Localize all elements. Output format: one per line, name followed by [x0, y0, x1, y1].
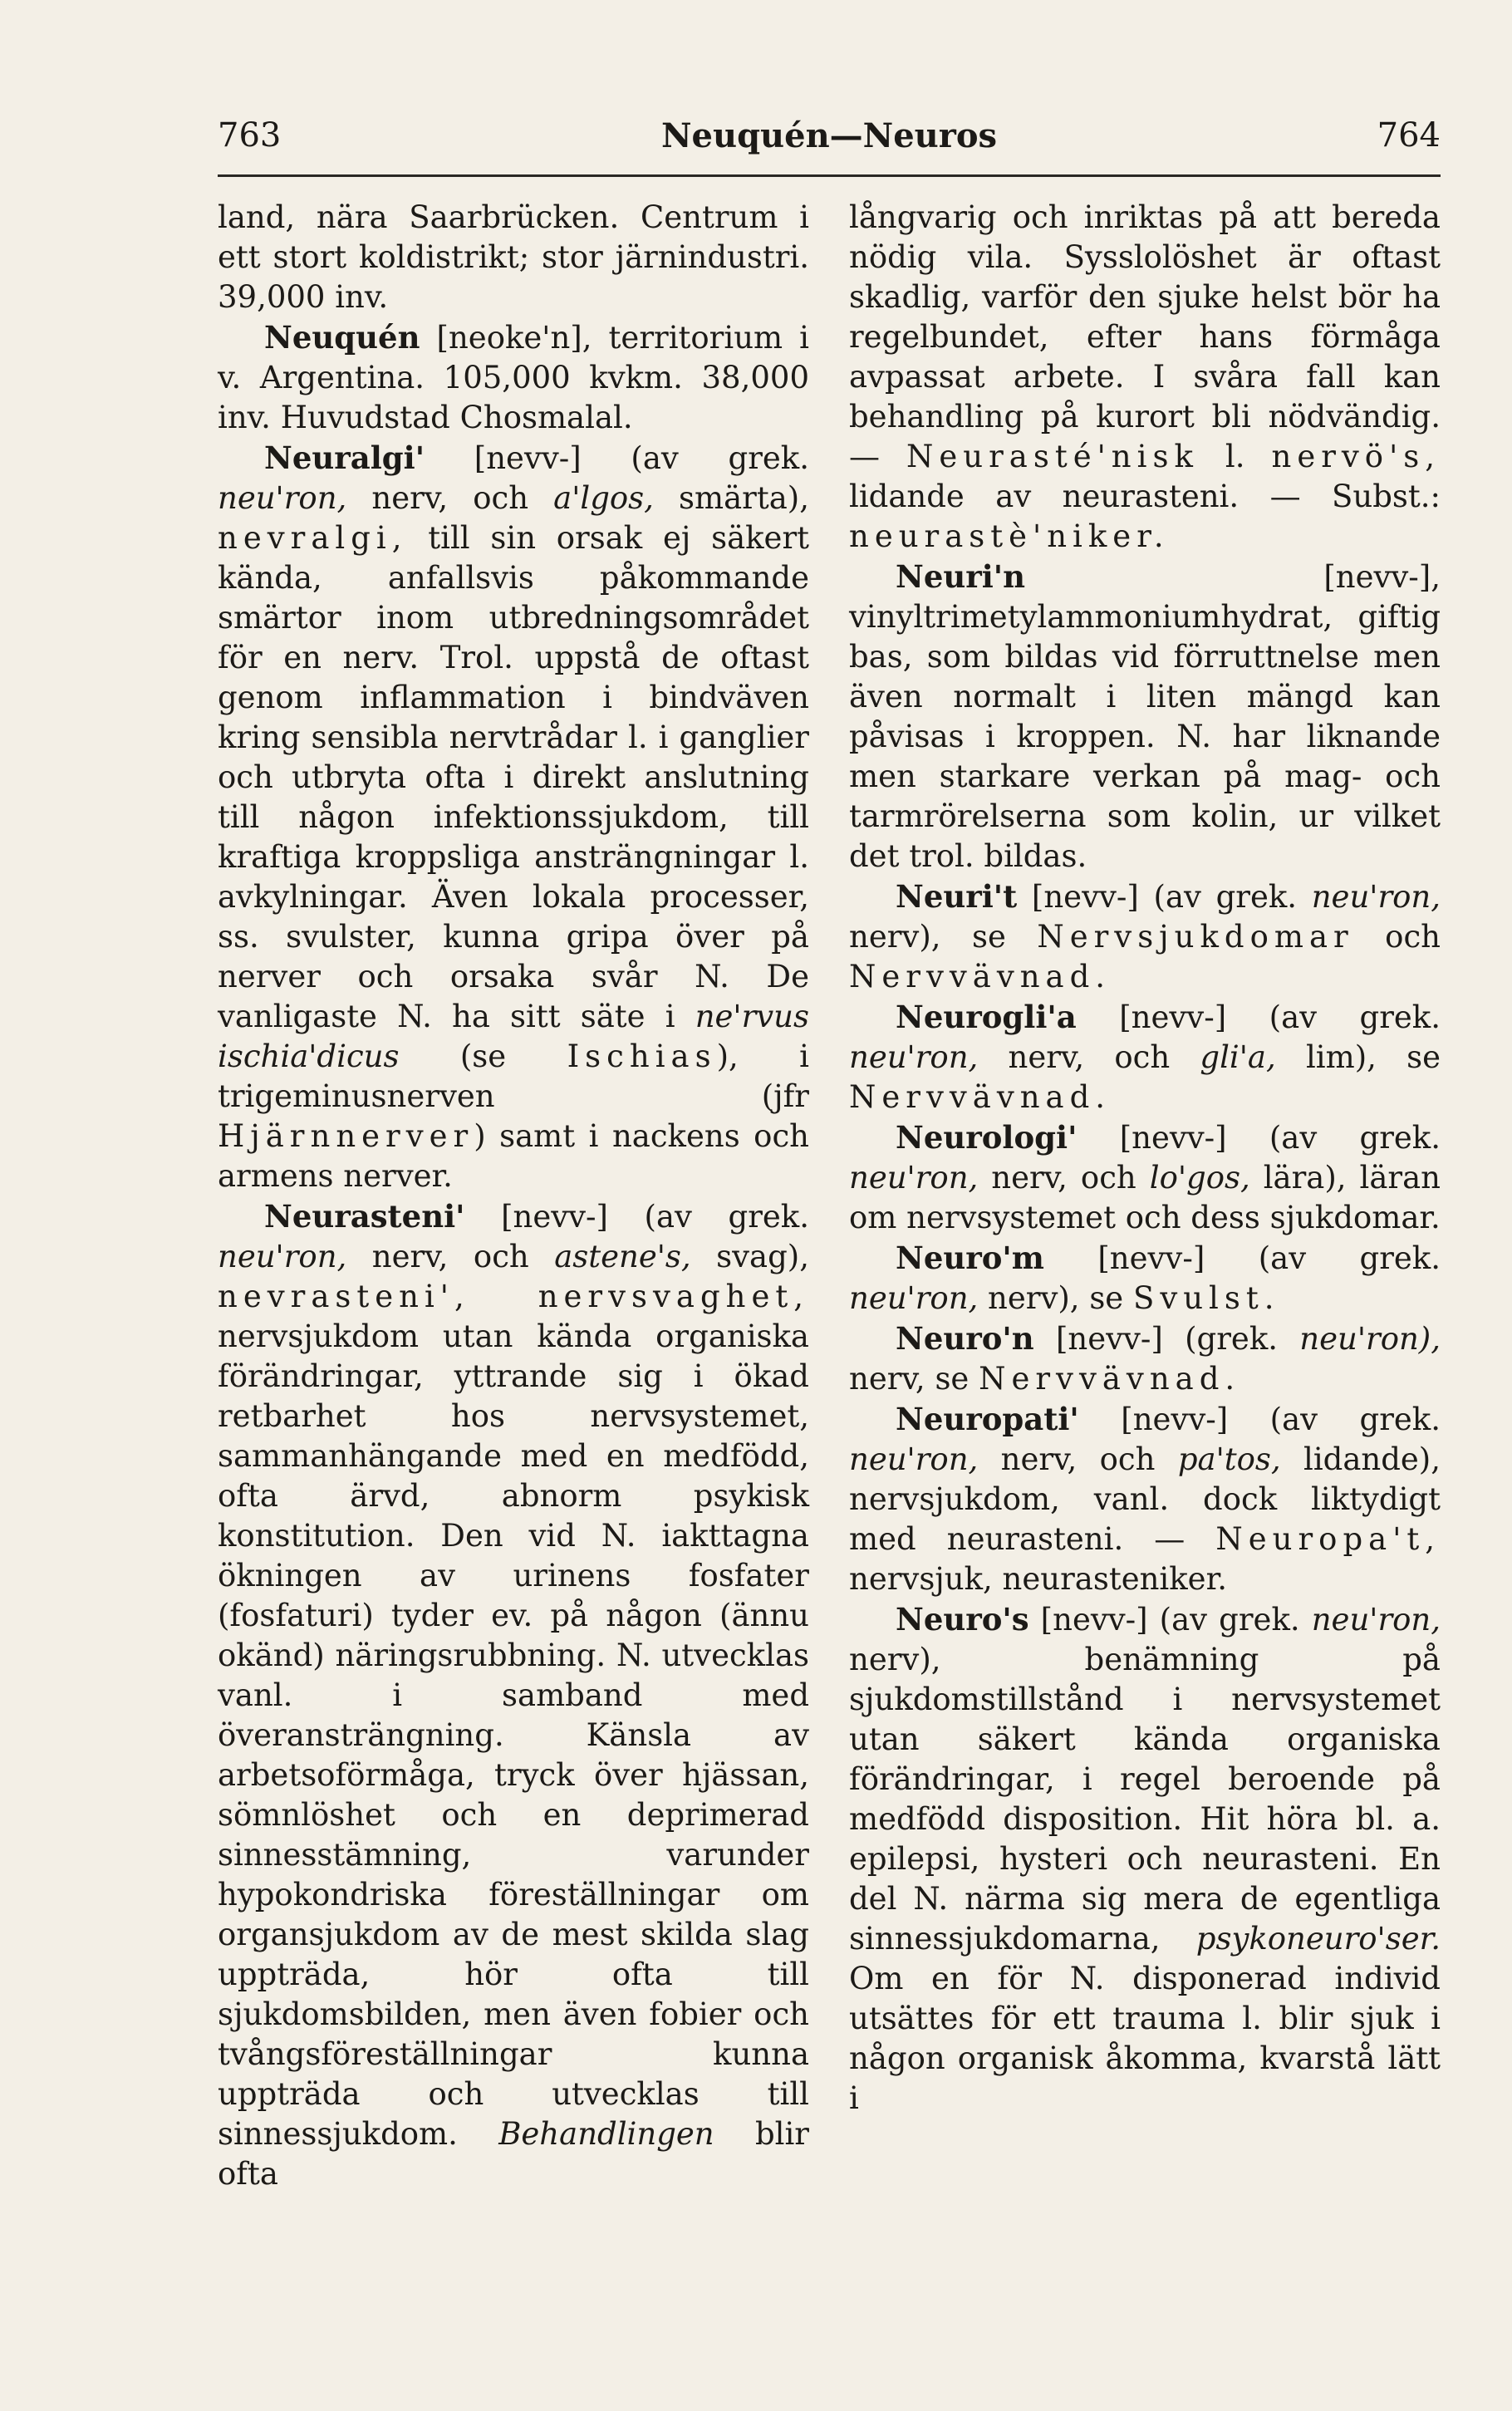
- right-column: [849, 198, 1441, 2119]
- headword: Neuro'm: [896, 1240, 1044, 1276]
- headword: Neurologi': [896, 1119, 1078, 1156]
- headword: Neuropati': [896, 1401, 1079, 1437]
- headword: Neuro'n: [896, 1320, 1034, 1357]
- headword: Neuralgi': [264, 439, 425, 476]
- entry-neurin: Neuri'n [nevv-], vinyltrimetylammoniumhydrat, giftig bas, som bildas vid förruttnelse men även normalt i liten mängd kan påvisas i kroppen. N. har liknande men starkare verkan på mag- och tarmrörelserna som kolin, ur vilket det trol. bildas.: [849, 558, 1441, 874]
- page-number-right: 764: [1377, 116, 1441, 155]
- entry-neurologi: Neurologi' [nevv-] (av grek. neu'ron, nerv, och lo'gos, lära), läran om nervsystemet och dess sjukdomar.: [849, 1119, 1441, 1235]
- left-column: [218, 198, 809, 2194]
- headword: Neurogli'a: [896, 999, 1077, 1035]
- entry-continuation: långvarig och inriktas på att bereda nödig vila. Sysslolöshet är oftast skadlig, varför den sjuke helst bör ha regelbundet, efter hans förmåga avpassat arbete. I svåra fall kan behandling på kurort bli nödvändig. — Neurasté'nisk l. nervö's, lidande av neurasteni. — Subst.: neurastè'niker.: [849, 199, 1441, 554]
- headword: Neuro's: [896, 1601, 1029, 1638]
- headword: Neurasteni': [264, 1198, 465, 1235]
- entry-neuralgi: Neuralgi' [nevv-] (av grek. neu'ron, nerv, och a'lgos, smärta), nevralgi, till sin orsak ej säkert kända, anfallsvis påkommande smärtor inom utbredningsområdet för en nerv. Trol. uppstå de oftast genom inflammation i bindväven kring sensibla nervtrådar l. i ganglier och utbryta ofta i direkt anslutning till någon infektionssjukdom, till kraftiga kroppsliga ansträngningar l. avkylningar. Även lokala processer, ss. svulster, kunna gripa över på nerver och orsaka svår N. De vanligaste N. ha sitt säte i ne'rvus ischia'dicus (se Ischias), i trigeminusnerven (jfr Hjärnnerver) samt i nackens och armens nerver.: [218, 439, 810, 1194]
- entry-neuroglia: Neurogli'a [nevv-] (av grek. neu'ron, nerv, och gli'a, lim), se Nervvävnad.: [849, 999, 1441, 1115]
- entry-neuropati: Neuropati' [nevv-] (av grek. neu'ron, nerv, och pa'tos, lidande), nervsjukdom, vanl. dock liktydigt med neurasteni. — Neuropa't, nervsjuk, neurasteniker.: [849, 1401, 1441, 1597]
- entry-neurit: Neuri't [nevv-] (av grek. neu'ron, nerv), se Nervsjukdomar och Nervvävnad.: [849, 878, 1441, 994]
- headword: Neuquén: [264, 319, 420, 356]
- entry-neurasteni: Neurasteni' [nevv-] (av grek. neu'ron, nerv, och astene's, svag), nevrasteni', nervsvaghet, nervsjukdom utan kända organiska förändringar, yttrande sig i ökad retbarhet hos nervsystemet, sammanhängande med en medfödd, ofta ärvd, abnorm psykisk konstitution. Den vid N. iakttagna ökningen av urinens fosfater (fosfaturi) tyder ev. på någon (ännu okänd) näringsrubbning. N. utvecklas vanl. i samband med överansträngning. Känsla av arbetsoförmåga, tryck över hjässan, sömnlöshet och en deprimerad sinnesstämning, varunder hypokondriska föreställningar om organsjukdom av de mest skilda slag uppträda, hör ofta till sjukdomsbilden, men även fobier och tvångsföreställningar kunna uppträda och utvecklas till sinnessjukdom. Behandlingen blir ofta: [218, 1198, 809, 2192]
- headword: Neuri'n: [896, 558, 1026, 595]
- entry-neuron: Neuro'n [nevv-] (grek. neu'ron), nerv, se Nervvävnad.: [849, 1320, 1441, 1397]
- headword: Neuri't: [896, 878, 1018, 915]
- entry-continuation: land, nära Saarbrücken. Centrum i ett stort koldistrikt; stor järnindustri. 39,000 inv.: [218, 199, 809, 315]
- entry-neuros: Neuro's [nevv-] (av grek. neu'ron, nerv), benämning på sjukdomstillstånd i nervsystemet utan säkert kända organiska förändringar, i regel beroende på medfödd disposition. Hit höra bl. a. epilepsi, hysteri och neurasteni. En del N. närma sig mera de egentliga sinnessjukdomarna, psykoneuro'ser. Om en för N. disponerad individ utsättes för ett trauma l. blir sjuk i någon organisk åkomma, kvarstå lätt i: [849, 1601, 1441, 2116]
- entry-neurom: Neuro'm [nevv-] (av grek. neu'ron, nerv), se Svulst.: [849, 1240, 1441, 1316]
- running-head: Neuquén—Neuros: [660, 116, 998, 155]
- page-number-left: 763: [218, 116, 282, 155]
- header-rule: [218, 174, 1441, 177]
- entry-neuquen: Neuquén [neoke'n], territorium i v. Argentina. 105,000 kvkm. 38,000 inv. Huvudstad Chosmalal.: [218, 319, 809, 435]
- page-header: [218, 116, 1441, 163]
